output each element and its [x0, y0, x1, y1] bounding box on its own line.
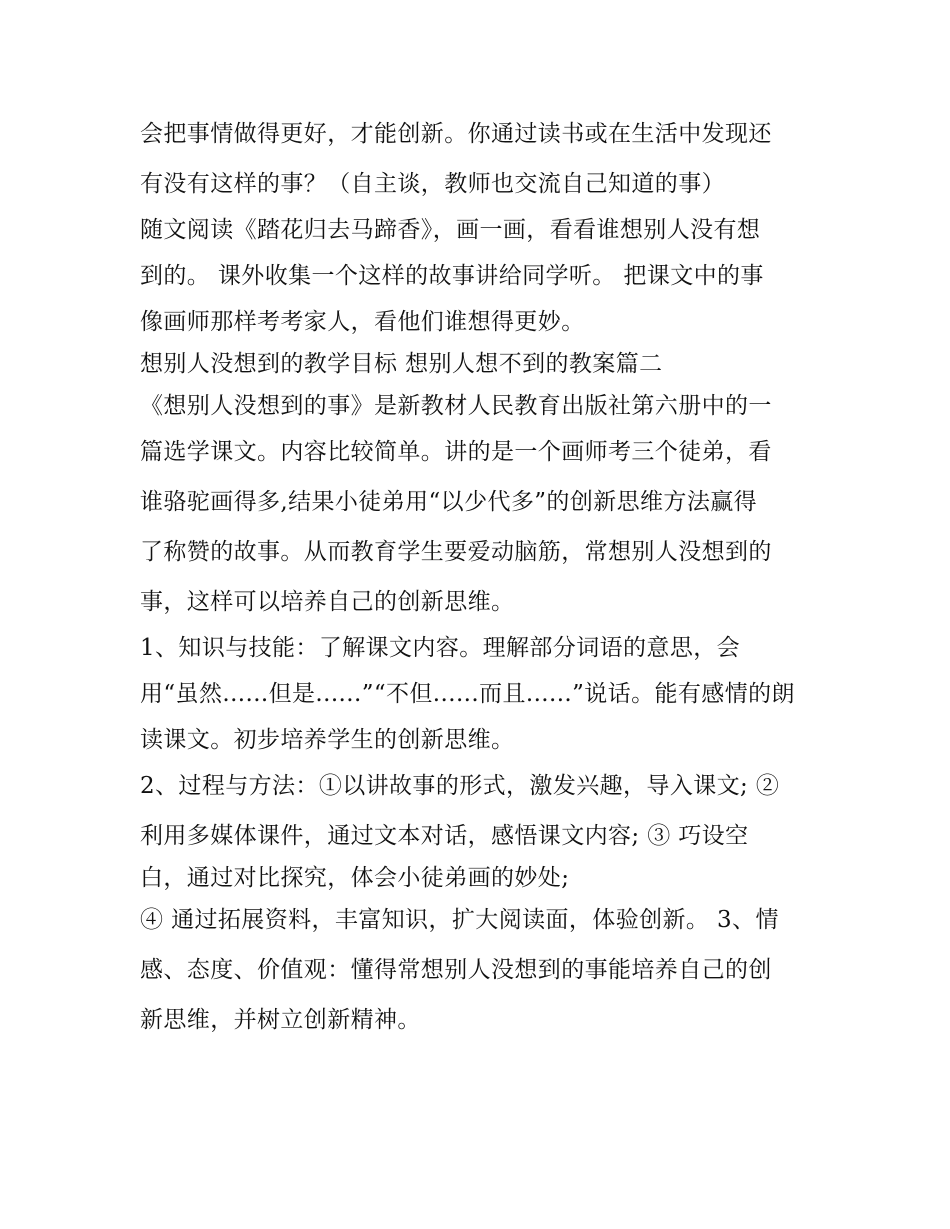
text-line: 事，这样可以培养自己的创新思维。 — [140, 589, 515, 615]
text-line: 1、知识与技能：了解课文内容。理解部分词语的意思，会 — [140, 635, 741, 661]
text-line: 2、过程与方法：①以讲故事的形式，激发兴趣，导入课文; ② — [140, 773, 780, 799]
text-line: 篇选学课文。内容比较简单。讲的是一个画师考三个徒弟，看 — [140, 439, 772, 465]
text-line: 到的。 课外收集一个这样的故事讲给同学听。 把课文中的事 — [140, 263, 764, 289]
text-line: 《想别人没想到的事》是新教材人民教育出版社第六册中的一 — [140, 393, 772, 419]
text-line: 像画师那样考考家人，看他们谁想得更妙。 — [140, 309, 585, 335]
text-line: 新思维，并树立创新精神。 — [140, 1007, 421, 1033]
text-line: 用“虽然......但是......”“不但......而且......”说话。能有感情的朗 — [140, 681, 795, 707]
text-line: 读课文。初步培养学生的创新思维。 — [140, 727, 515, 753]
text-line: 利用多媒体课件，通过文本对话，感悟课文内容; ③ 巧设空 — [140, 823, 749, 849]
text-line: 随文阅读《踏花归去马蹄香》，画一画，看看谁想别人没有想 — [140, 217, 761, 243]
text-line: 会把事情做得更好，才能创新。你通过读书或在生活中发现还 — [140, 121, 772, 147]
section-heading: 想别人没想到的教学目标 想别人想不到的教案篇二 — [140, 351, 663, 377]
text-line: 谁骆驼画得多,结果小徒弟用“以少代多”的创新思维方法赢得 — [140, 489, 758, 515]
text-line: 有没有这样的事？（自主谈，教师也交流自己知道的事） — [140, 171, 725, 197]
text-line: ④ 通过拓展资料，丰富知识，扩大阅读面，体验创新。 3、情 — [140, 907, 779, 933]
text-line: 了称赞的故事。从而教育学生要爱动脑筋，常想别人没想到的 — [140, 539, 772, 565]
text-line: 感、态度、价值观：懂得常想别人没想到的事能培养自己的创 — [140, 957, 772, 983]
text-line: 白，通过对比探究，体会小徒弟画的妙处; — [140, 865, 570, 891]
document-body — [140, 109, 820, 1045]
